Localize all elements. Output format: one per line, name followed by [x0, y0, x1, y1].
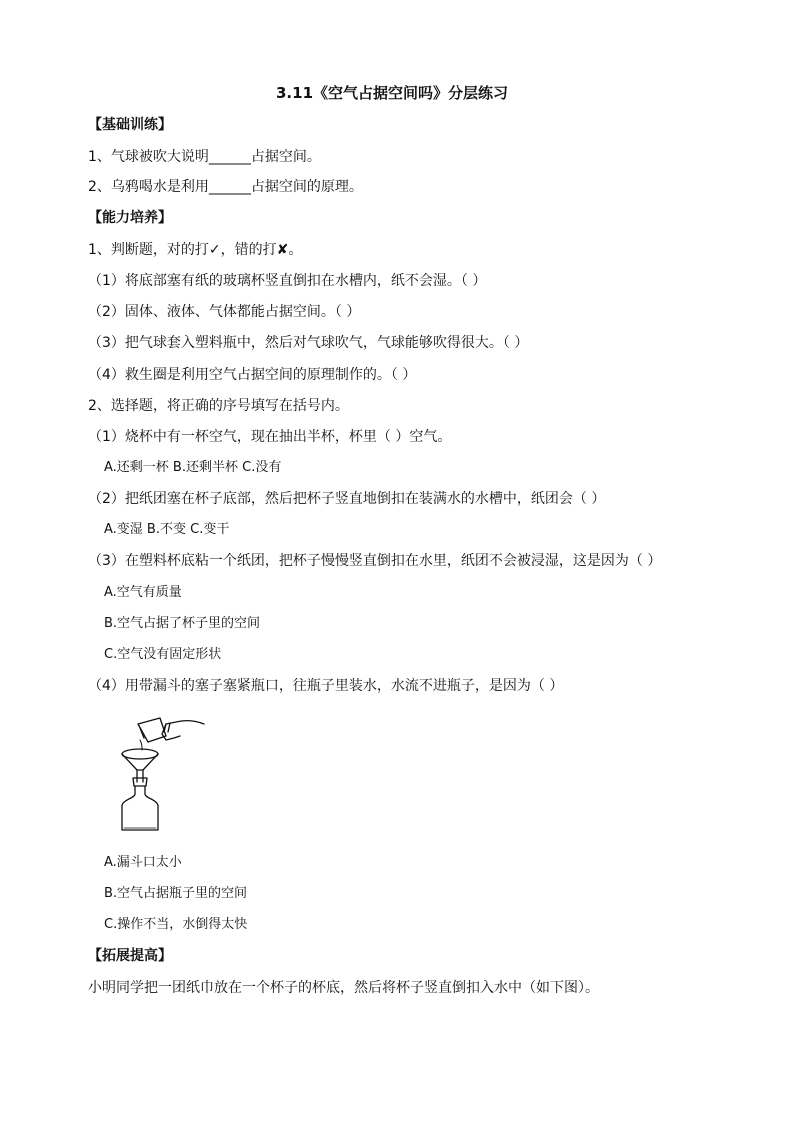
judge-item-4: （4）救生圈是利用空气占据空间的原理制作的。（ ） [88, 367, 417, 383]
choice-question-1: （1）烧杯中有一杯空气，现在抽出半杯，杯里（ ）空气。 [88, 429, 452, 445]
funnel-bottle-illustration [104, 710, 208, 832]
judge-intro: 1、判断题，对的打✓，错的打✘。 [88, 242, 303, 258]
choice-question-4: （4）用带漏斗的塞子塞紧瓶口，往瓶子里装水，水流不进瓶子，是因为（ ） [88, 678, 564, 694]
basic-question-2: 2、乌鸦喝水是利用______占据空间的原理。 [88, 179, 363, 195]
choice-question-3-option-c: C.空气没有固定形状 [104, 647, 222, 662]
choice-question-1-options: A.还剩一杯 B.还剩半杯 C.没有 [104, 460, 282, 475]
choice-question-4-option-a: A.漏斗口太小 [104, 855, 182, 870]
judge-item-3: （3）把气球套入塑料瓶中，然后对气球吹气，气球能够吹得很大。（ ） [88, 335, 529, 351]
funnel-bottle-icon [104, 710, 208, 832]
choice-question-3-option-b: B.空气占据了杯子里的空间 [104, 616, 261, 631]
choice-question-2: （2）把纸团塞在杯子底部，然后把杯子竖直地倒扣在装满水的水槽中，纸团会（ ） [88, 491, 606, 507]
choice-question-2-options: A.变湿 B.不变 C.变干 [104, 522, 230, 537]
basic-question-1: 1、气球被吹大说明______占据空间。 [88, 149, 321, 165]
section-extension-heading: 【拓展提高】 [88, 948, 172, 964]
extension-text: 小明同学把一团纸巾放在一个杯子的杯底，然后将杯子竖直倒扣入水中（如下图）。 [88, 980, 599, 996]
section-ability-heading: 【能力培养】 [88, 210, 172, 226]
page-title: 3.11《空气占据空间吗》分层练习 [276, 84, 509, 102]
choice-question-3-option-a: A.空气有质量 [104, 585, 182, 600]
choice-intro: 2、选择题，将正确的序号填写在括号内。 [88, 398, 349, 414]
choice-question-4-option-c: C.操作不当，水倒得太快 [104, 917, 248, 932]
judge-item-1: （1）将底部塞有纸的玻璃杯竖直倒扣在水槽内，纸不会湿。（ ） [88, 273, 487, 289]
section-basic-heading: 【基础训练】 [88, 117, 172, 133]
judge-item-2: （2）固体、液体、气体都能占据空间。（ ） [88, 304, 361, 320]
choice-question-4-option-b: B.空气占据瓶子里的空间 [104, 886, 248, 901]
choice-question-3: （3）在塑料杯底粘一个纸团，把杯子慢慢竖直倒扣在水里，纸团不会被浸湿，这是因为（ ） [88, 553, 662, 569]
